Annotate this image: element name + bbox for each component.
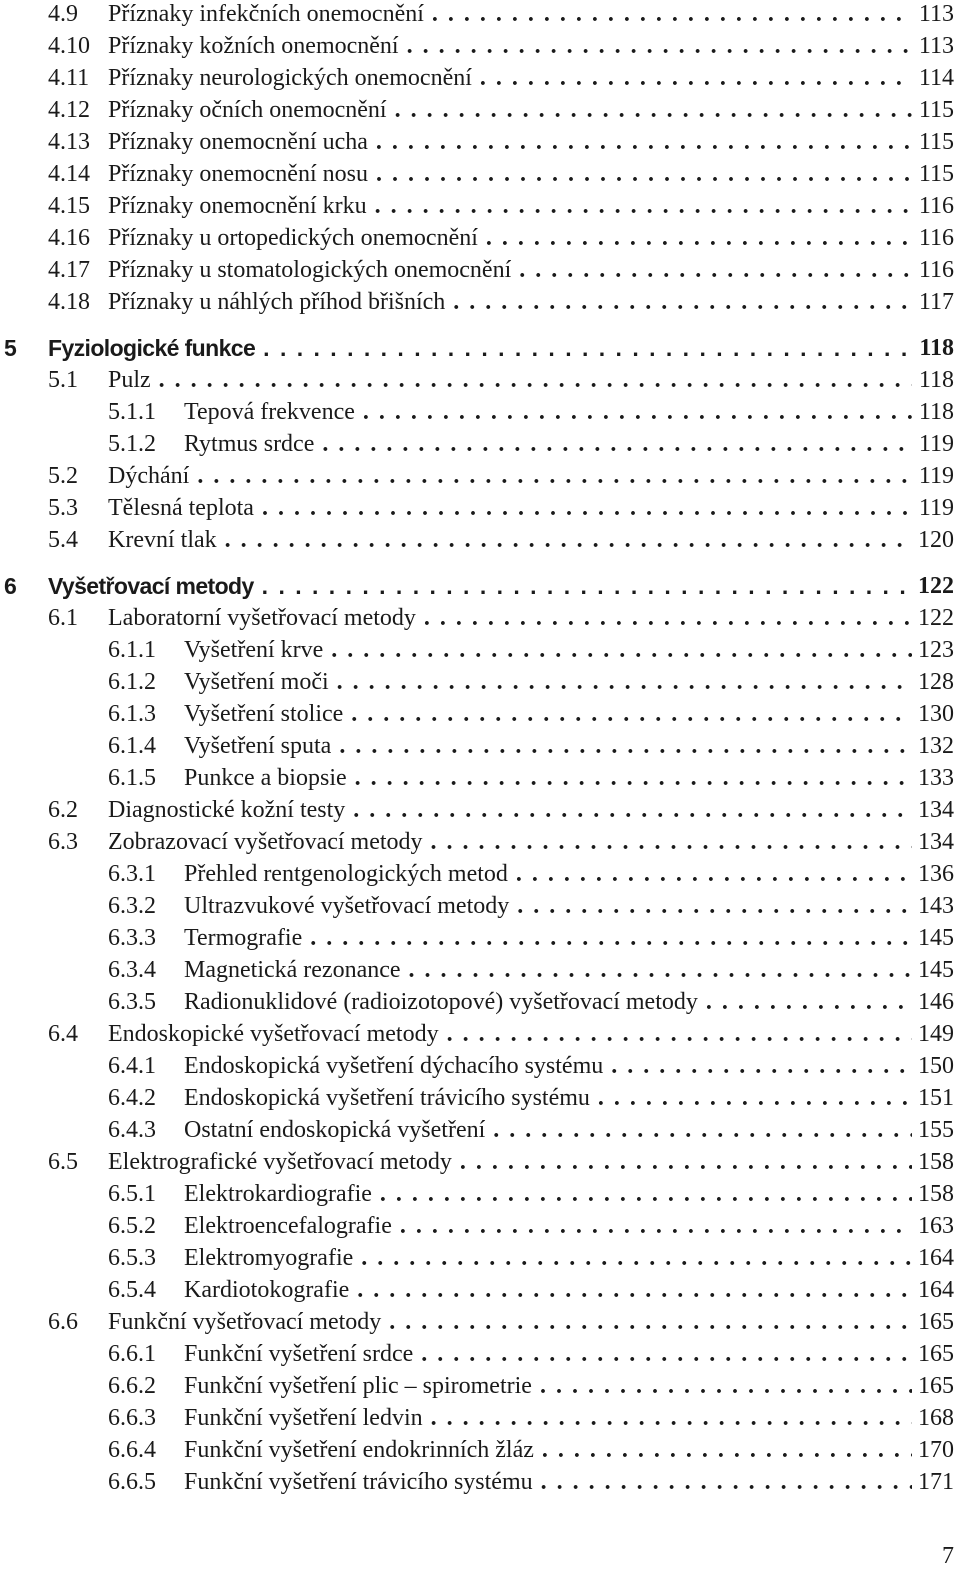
- toc-entry-title-text: Endoskopická vyšetření dýchacího systému: [184, 1053, 604, 1079]
- toc-entry-title-text: Tepová frekvence: [184, 399, 355, 425]
- toc-entry-title-text: Elektromyografie: [184, 1245, 354, 1271]
- toc-entry-title: [48, 332, 912, 364]
- toc-entry[interactable]: [0, 986, 958, 1018]
- toc-entry-number: 6.6: [48, 1309, 78, 1335]
- toc-entry-number: 5.1.1: [108, 399, 156, 425]
- toc-entry-page: 165: [918, 1341, 954, 1367]
- toc-entry-page: 164: [918, 1245, 954, 1271]
- toc-entry[interactable]: [0, 698, 958, 730]
- toc-entry[interactable]: [0, 190, 958, 222]
- toc-entry-page: 116: [918, 257, 954, 283]
- toc-entry[interactable]: [0, 1338, 958, 1370]
- toc-entry[interactable]: [0, 762, 958, 794]
- toc-entry-title: [184, 634, 912, 666]
- toc-entry-title-text: Ostatní endoskopická vyšetření: [184, 1117, 486, 1143]
- toc-entry-title: [108, 254, 912, 286]
- toc-entry-title-text: Krevní tlak: [108, 527, 217, 553]
- toc-entry-page: 149: [918, 1021, 954, 1047]
- toc-entry-title: [184, 396, 912, 428]
- toc-entry-title: [184, 1210, 912, 1242]
- toc-entry-number: 5.1.2: [108, 431, 156, 457]
- toc-entry-title: [108, 0, 912, 30]
- toc-entry[interactable]: [0, 634, 958, 666]
- toc-entry-title-text: Funkční vyšetření plic – spirometrie: [184, 1373, 532, 1399]
- toc-entry-page: 133: [918, 765, 954, 791]
- toc-entry-title-text: Magnetická rezonance: [184, 957, 401, 983]
- toc-entry-title: [48, 570, 912, 602]
- toc-entry-title: [108, 826, 912, 858]
- toc-entry-number: 6.6.4: [108, 1437, 156, 1463]
- toc-entry-number: 6.6.5: [108, 1469, 156, 1495]
- toc-entry-title: [184, 762, 912, 794]
- toc-entry-title: [108, 1018, 912, 1050]
- toc-entry-page: 132: [918, 733, 954, 759]
- toc-entry-title: [184, 1370, 912, 1402]
- toc-entry-page: 165: [918, 1309, 954, 1335]
- toc-entry-title-text: Pulz: [108, 367, 151, 393]
- toc-entry-page: 123: [918, 637, 954, 663]
- toc-entry-number: 6.1.2: [108, 669, 156, 695]
- toc-entry-page: 122: [918, 573, 954, 599]
- toc-entry-number: 4.13: [48, 129, 90, 155]
- toc-entry-title-text: Příznaky u ortopedických onemocnění: [108, 225, 478, 251]
- toc-entry-page: 170: [918, 1437, 954, 1463]
- toc-entry-number: 4.18: [48, 289, 90, 315]
- toc-entry-title-text: Příznaky infekčních onemocnění: [108, 1, 424, 27]
- toc-entry-number: 6.5.1: [108, 1181, 156, 1207]
- toc-entry-title: [184, 954, 912, 986]
- toc-entry-title-text: Termografie: [184, 925, 303, 951]
- toc-entry-title-text: Vyšetření moči: [184, 669, 329, 695]
- toc-entry-title: [108, 1306, 912, 1338]
- toc-entry[interactable]: [0, 954, 958, 986]
- toc-entry[interactable]: [0, 730, 958, 762]
- toc-chapter-entry[interactable]: [0, 332, 958, 364]
- toc-entry-title: [108, 794, 912, 826]
- toc-entry[interactable]: [0, 1082, 958, 1114]
- toc-entry-title: [108, 460, 912, 492]
- toc-entry-number: 4.14: [48, 161, 90, 187]
- toc-entry-number: 6: [4, 573, 17, 599]
- toc-entry-page: 120: [918, 527, 954, 553]
- toc-entry[interactable]: [0, 0, 958, 30]
- toc-entry-title: [108, 1146, 912, 1178]
- toc-entry-title: [184, 922, 912, 954]
- toc-entry-number: 5.3: [48, 495, 78, 521]
- toc-entry-page: 118: [919, 335, 954, 361]
- toc-entry-number: 6.6.2: [108, 1373, 156, 1399]
- toc-entry-number: 4.10: [48, 33, 90, 59]
- toc-entry-title-text: Příznaky u stomatologických onemocnění: [108, 257, 512, 283]
- toc-entry[interactable]: [0, 1242, 958, 1274]
- toc-entry-title: [184, 1434, 912, 1466]
- toc-entry-page: 168: [918, 1405, 954, 1431]
- toc-entry[interactable]: [0, 1274, 958, 1306]
- toc-entry-title: [184, 1402, 912, 1434]
- toc-entry[interactable]: [0, 1146, 958, 1178]
- toc-entry-page: 143: [918, 893, 954, 919]
- toc-entry-page: 134: [918, 829, 954, 855]
- toc-entry-title-text: Přehled rentgenologických metod: [184, 861, 508, 887]
- toc-entry[interactable]: [0, 492, 958, 524]
- toc-entry-title-text: Příznaky onemocnění ucha: [108, 129, 368, 155]
- toc-entry-title: [108, 62, 912, 94]
- toc-entry-number: 5.2: [48, 463, 78, 489]
- toc-entry-page: 158: [918, 1149, 954, 1175]
- toc-entry-page: 145: [918, 957, 954, 983]
- toc-entry-page: 151: [918, 1085, 954, 1111]
- toc-entry-title: [108, 126, 912, 158]
- toc-entry-title-text: Endoskopická vyšetření trávicího systému: [184, 1085, 590, 1111]
- toc-entry-title-text: Rytmus srdce: [184, 431, 315, 457]
- toc-entry[interactable]: [0, 1114, 958, 1146]
- toc-entry-number: 6.1.5: [108, 765, 156, 791]
- toc-entry-page: 113: [918, 1, 954, 27]
- toc-entry-number: 6.4: [48, 1021, 78, 1047]
- toc-entry-page: 165: [918, 1373, 954, 1399]
- toc-entry-number: 6.5: [48, 1149, 78, 1175]
- toc-entry-page: 115: [918, 161, 954, 187]
- toc-entry[interactable]: [0, 890, 958, 922]
- toc-entry-page: 118: [918, 367, 954, 393]
- toc-entry[interactable]: [0, 460, 958, 492]
- toc-entry[interactable]: [0, 1434, 958, 1466]
- toc-entry-number: 6.5.3: [108, 1245, 156, 1271]
- toc-entry-title-text: Laboratorní vyšetřovací metody: [108, 605, 416, 631]
- toc-entry-page: 163: [918, 1213, 954, 1239]
- toc-entry-page: 122: [918, 605, 954, 631]
- toc-entry-page: 171: [918, 1469, 954, 1495]
- toc-entry[interactable]: [0, 1370, 958, 1402]
- toc-entry[interactable]: [0, 126, 958, 158]
- toc-entry[interactable]: [0, 94, 958, 126]
- toc-entry[interactable]: [0, 922, 958, 954]
- toc-entry-title: [108, 190, 912, 222]
- toc-entry-title: [184, 1082, 912, 1114]
- toc-entry-title: [184, 1178, 912, 1210]
- toc-entry-number: 6.5.4: [108, 1277, 156, 1303]
- toc-entry-title-text: Elektrokardiografie: [184, 1181, 372, 1207]
- toc-entry-page: 116: [918, 225, 954, 251]
- toc-entry-page: 130: [918, 701, 954, 727]
- toc-entry-page: 134: [918, 797, 954, 823]
- toc-entry[interactable]: [0, 396, 958, 428]
- toc-entry[interactable]: [0, 30, 958, 62]
- toc-entry-page: 115: [918, 97, 954, 123]
- toc-entry-page: 128: [918, 669, 954, 695]
- toc-entry-title: [184, 1338, 912, 1370]
- toc-entry-number: 4.12: [48, 97, 90, 123]
- toc-entry-number: 6.3.1: [108, 861, 156, 887]
- toc-entry-title: [184, 698, 912, 730]
- toc-entry-number: 5.4: [48, 527, 78, 553]
- toc-entry-title-text: Příznaky onemocnění nosu: [108, 161, 368, 187]
- toc-entry[interactable]: [0, 428, 958, 460]
- toc-entry-number: 4.11: [48, 65, 90, 91]
- toc-entry-title-text: Ultrazvukové vyšetřovací metody: [184, 893, 510, 919]
- toc-entry[interactable]: [0, 158, 958, 190]
- toc-entry-number: 6.1: [48, 605, 78, 631]
- toc-entry-number: 6.3.4: [108, 957, 156, 983]
- toc-entry[interactable]: [0, 524, 958, 556]
- toc-entry-title-text: Funkční vyšetřovací metody: [108, 1309, 382, 1335]
- toc-entry-page: 116: [918, 193, 954, 219]
- toc-entry-number: 6.3.3: [108, 925, 156, 951]
- toc-entry-title-text: Radionuklidové (radioizotopové) vyšetřovací metody: [184, 989, 698, 1015]
- toc-entry-page: 136: [918, 861, 954, 887]
- toc-entry[interactable]: [0, 1178, 958, 1210]
- toc-entry-title-text: Diagnostické kožní testy: [108, 797, 346, 823]
- toc-entry[interactable]: [0, 1050, 958, 1082]
- toc-entry-number: 4.16: [48, 225, 90, 251]
- toc-entry-title-text: Příznaky neurologických onemocnění: [108, 65, 472, 91]
- toc-entry-page: 113: [918, 33, 954, 59]
- toc-entry-title: [184, 1274, 912, 1306]
- toc-entry-title: [108, 30, 912, 62]
- toc-entry-title: [108, 602, 912, 634]
- toc-entry[interactable]: [0, 826, 958, 858]
- toc-entry-title: [184, 1050, 912, 1082]
- toc-entry-page: 158: [918, 1181, 954, 1207]
- toc-entry-number: 4.15: [48, 193, 90, 219]
- toc-entry-title-text: Elektroencefalografie: [184, 1213, 392, 1239]
- page-number: 7: [942, 1543, 954, 1569]
- toc-entry-number: 6.1.1: [108, 637, 156, 663]
- toc-entry-number: 6.4.2: [108, 1085, 156, 1111]
- toc-entry[interactable]: [0, 286, 958, 318]
- toc-entry-number: 6.3: [48, 829, 78, 855]
- toc-entry-title: [108, 222, 912, 254]
- toc-entry-title-text: Zobrazovací vyšetřovací metody: [108, 829, 423, 855]
- toc-entry-page: 119: [918, 431, 954, 457]
- toc-entry-number: 6.2: [48, 797, 78, 823]
- toc-entry-number: 6.5.2: [108, 1213, 156, 1239]
- toc-entry-title-text: Kardiotokografie: [184, 1277, 350, 1303]
- toc-entry[interactable]: [0, 1306, 958, 1338]
- toc-entry-title: [184, 666, 912, 698]
- toc-entry-title-text: Vyšetření stolice: [184, 701, 344, 727]
- toc-entry[interactable]: [0, 1466, 958, 1498]
- toc-entry-number: 6.1.3: [108, 701, 156, 727]
- toc-entry-number: 6.4.3: [108, 1117, 156, 1143]
- toc-entry-title-text: Tělesná teplota: [108, 495, 254, 521]
- toc-entry-page: 164: [918, 1277, 954, 1303]
- toc-entry-title-text: Příznaky onemocnění krku: [108, 193, 367, 219]
- toc-entry-title-text: Vyšetření sputa: [184, 733, 332, 759]
- toc-entry-title: [184, 1466, 912, 1498]
- toc-entry-number: 4.17: [48, 257, 90, 283]
- toc-entry-number: 6.3.2: [108, 893, 156, 919]
- toc-entry-title: [184, 1114, 912, 1146]
- toc-entry-number: 5: [4, 335, 17, 361]
- toc-entry-page: 119: [918, 463, 954, 489]
- toc-entry-title: [108, 364, 912, 396]
- toc-entry[interactable]: [0, 666, 958, 698]
- toc-entry-title: [108, 286, 912, 318]
- toc-entry[interactable]: [0, 364, 958, 396]
- toc-entry-title-text: Příznaky u náhlých příhod břišních: [108, 289, 446, 315]
- toc-entry-page: 146: [918, 989, 954, 1015]
- toc-entry-title-text: Vyšetřovací metody: [48, 573, 254, 599]
- toc-entry-title-text: Punkce a biopsie: [184, 765, 347, 791]
- toc-entry[interactable]: [0, 858, 958, 890]
- toc-entry[interactable]: [0, 1402, 958, 1434]
- toc-entry-title-text: Fyziologické funkce: [48, 335, 256, 361]
- toc-entry[interactable]: [0, 602, 958, 634]
- toc-entry-title: [184, 890, 912, 922]
- toc-entry[interactable]: [0, 222, 958, 254]
- toc-entry-title: [184, 730, 912, 762]
- toc-entry[interactable]: [0, 794, 958, 826]
- toc-entry-title-text: Funkční vyšetření ledvin: [184, 1405, 423, 1431]
- toc-entry-title: [184, 986, 912, 1018]
- toc-entry-page: 118: [918, 399, 954, 425]
- toc-entry-title-text: Funkční vyšetření trávicího systému: [184, 1469, 533, 1495]
- toc-entry-title-text: Příznaky očních onemocnění: [108, 97, 387, 123]
- toc-entry-page: 119: [918, 495, 954, 521]
- toc-entry-page: 150: [918, 1053, 954, 1079]
- toc-entry-title: [108, 94, 912, 126]
- toc-entry-title: [108, 492, 912, 524]
- toc-entry-title-text: Endoskopické vyšetřovací metody: [108, 1021, 439, 1047]
- toc-entry-title: [184, 1242, 912, 1274]
- toc-entry-page: 145: [918, 925, 954, 951]
- toc-entry[interactable]: [0, 1210, 958, 1242]
- toc-entry-page: 155: [918, 1117, 954, 1143]
- toc-entry-number: 6.6.1: [108, 1341, 156, 1367]
- toc-entry-title: [108, 158, 912, 190]
- toc-entry-title-text: Elektrografické vyšetřovací metody: [108, 1149, 452, 1175]
- toc-entry-title-text: Příznaky kožních onemocnění: [108, 33, 399, 59]
- toc-entry-title-text: Funkční vyšetření srdce: [184, 1341, 414, 1367]
- toc-chapter-entry[interactable]: [0, 570, 958, 602]
- toc-entry-title: [184, 858, 912, 890]
- toc-entry-number: 6.6.3: [108, 1405, 156, 1431]
- toc-entry-number: 6.3.5: [108, 989, 156, 1015]
- toc-entry-page: 115: [918, 129, 954, 155]
- toc-entry-number: 6.4.1: [108, 1053, 156, 1079]
- toc-entry[interactable]: [0, 1018, 958, 1050]
- toc-entry[interactable]: [0, 62, 958, 94]
- toc-entry-title: [108, 524, 912, 556]
- toc-entry-title-text: Dýchání: [108, 463, 190, 489]
- toc-entry-title-text: Vyšetření krve: [184, 637, 324, 663]
- toc-entry-number: 5.1: [48, 367, 78, 393]
- toc-entry-title-text: Funkční vyšetření endokrinních žláz: [184, 1437, 534, 1463]
- toc-entry[interactable]: [0, 254, 958, 286]
- toc-entry-number: 6.1.4: [108, 733, 156, 759]
- toc-entry-title: [184, 428, 912, 460]
- toc-entry-page: 114: [918, 65, 954, 91]
- toc-entry-number: 4.9: [48, 1, 78, 27]
- toc-entry-page: 117: [918, 289, 954, 315]
